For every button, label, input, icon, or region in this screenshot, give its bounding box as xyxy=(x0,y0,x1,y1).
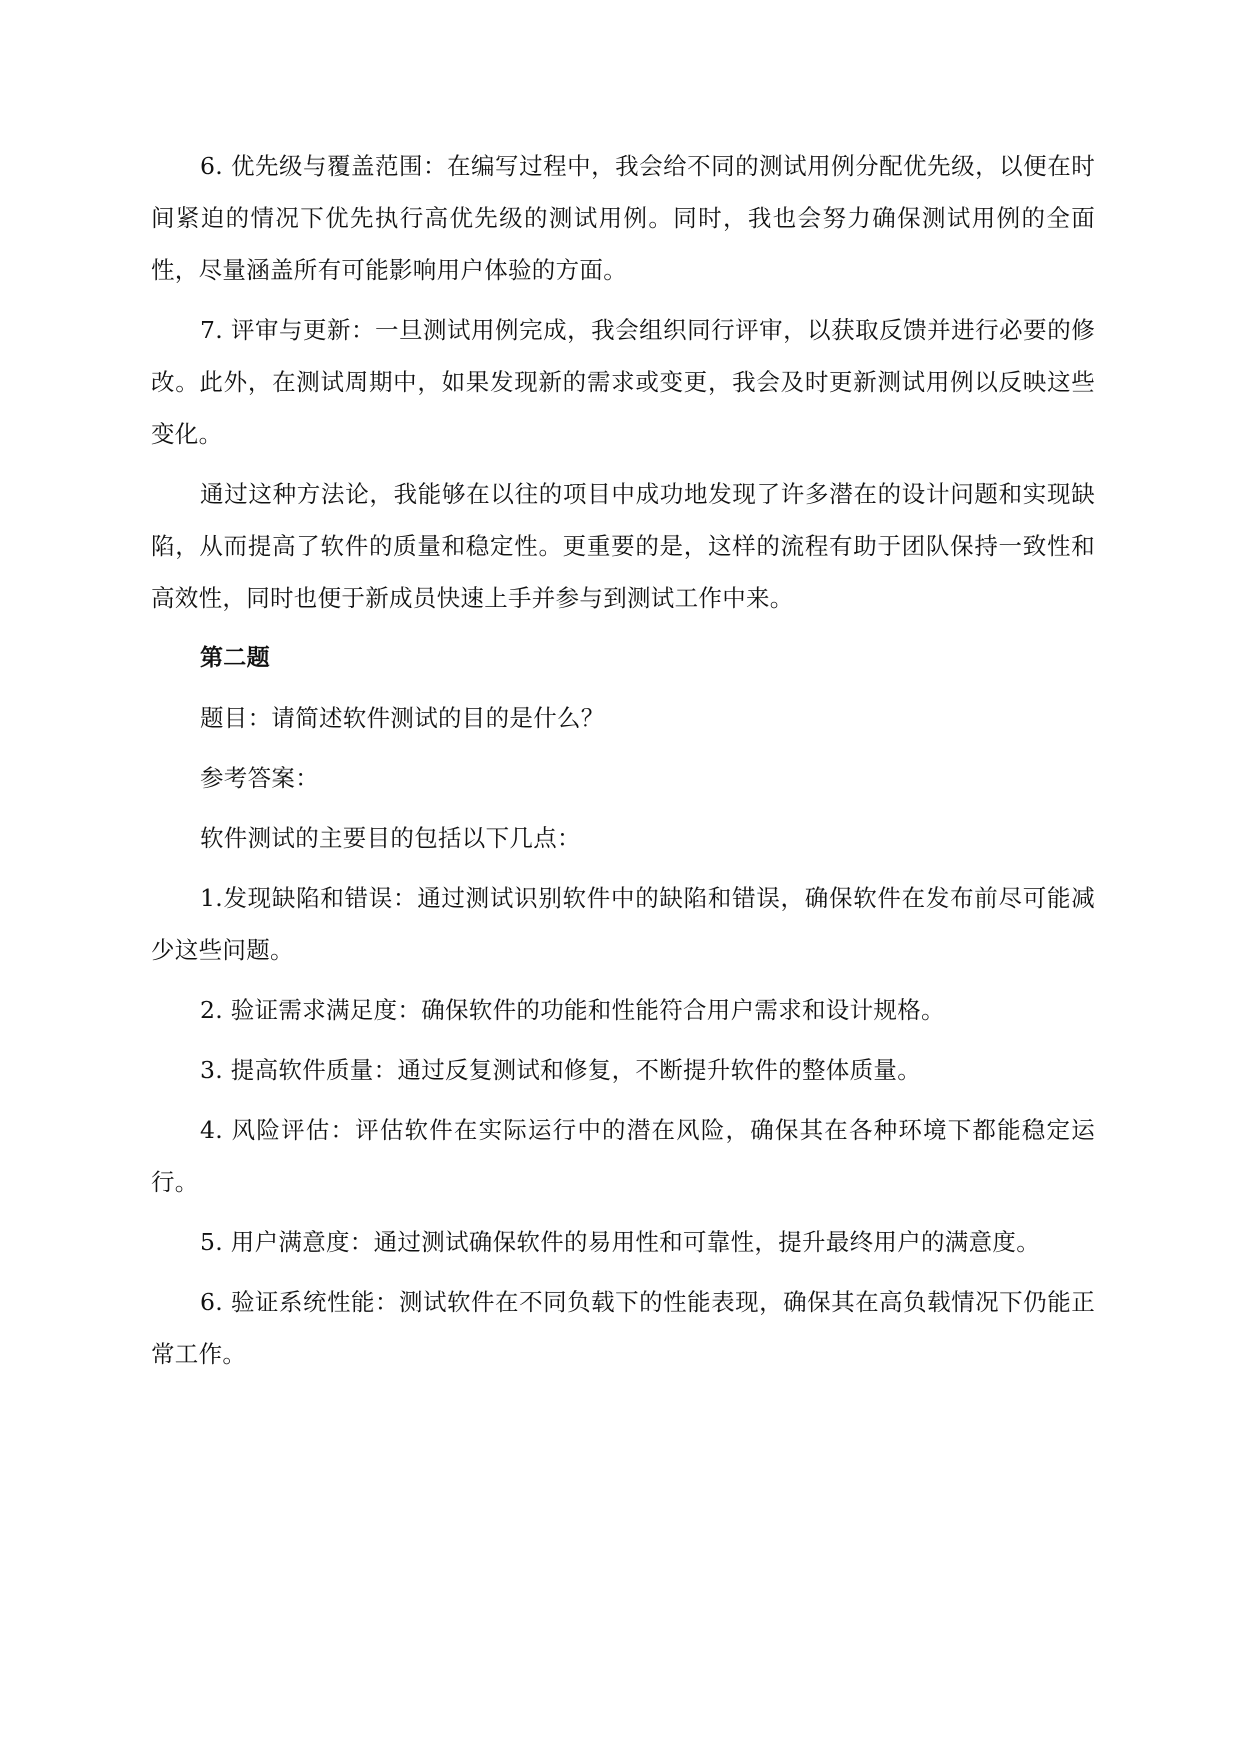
document-page xyxy=(151,140,1095,1388)
question-text: 题目：请简述软件测试的目的是什么？ xyxy=(200,704,605,732)
answer-item-2: 2. 验证需求满足度：确保软件的功能和性能符合用户需求和设计规格。 xyxy=(200,996,945,1024)
answer-item-1: 1.发现缺陷和错误：通过测试识别软件中的缺陷和错误，确保软件在发布前尽可能减少这些问题。 xyxy=(151,884,1095,964)
paragraph-methodology-summary: 通过这种方法论，我能够在以往的项目中成功地发现了许多潜在的设计问题和实现缺陷，从而提高了软件的质量和稳定性。更重要的是，这样的流程有助于团队保持一致性和高效性，同时也便于新成员快速上手并参与到测试工作中来。 xyxy=(151,480,1095,612)
answer-intro: 软件测试的主要目的包括以下几点： xyxy=(200,824,581,852)
answer-item-4: 4. 风险评估：评估软件在实际运行中的潜在风险，确保其在各种环境下都能稳定运行。 xyxy=(151,1116,1095,1196)
section-heading: 第二题 xyxy=(200,645,270,671)
paragraph-review-update: 7. 评审与更新：一旦测试用例完成，我会组织同行评审，以获取反馈并进行必要的修改。此外，在测试周期中，如果发现新的需求或变更，我会及时更新测试用例以反映这些变化。 xyxy=(151,316,1095,448)
answer-label: 参考答案： xyxy=(200,764,319,792)
paragraph-priority-coverage: 6. 优先级与覆盖范围：在编写过程中，我会给不同的测试用例分配优先级，以便在时间紧迫的情况下优先执行高优先级的测试用例。同时，我也会努力确保测试用例的全面性，尽量涵盖所有可能影响用户体验的方面。 xyxy=(151,152,1095,284)
answer-item-5: 5. 用户满意度：通过测试确保软件的易用性和可靠性，提升最终用户的满意度。 xyxy=(200,1228,1040,1256)
answer-item-6: 6. 验证系统性能：测试软件在不同负载下的性能表现，确保其在高负载情况下仍能正常工作。 xyxy=(151,1288,1095,1368)
answer-item-3: 3. 提高软件质量：通过反复测试和修复，不断提升软件的整体质量。 xyxy=(200,1056,921,1084)
